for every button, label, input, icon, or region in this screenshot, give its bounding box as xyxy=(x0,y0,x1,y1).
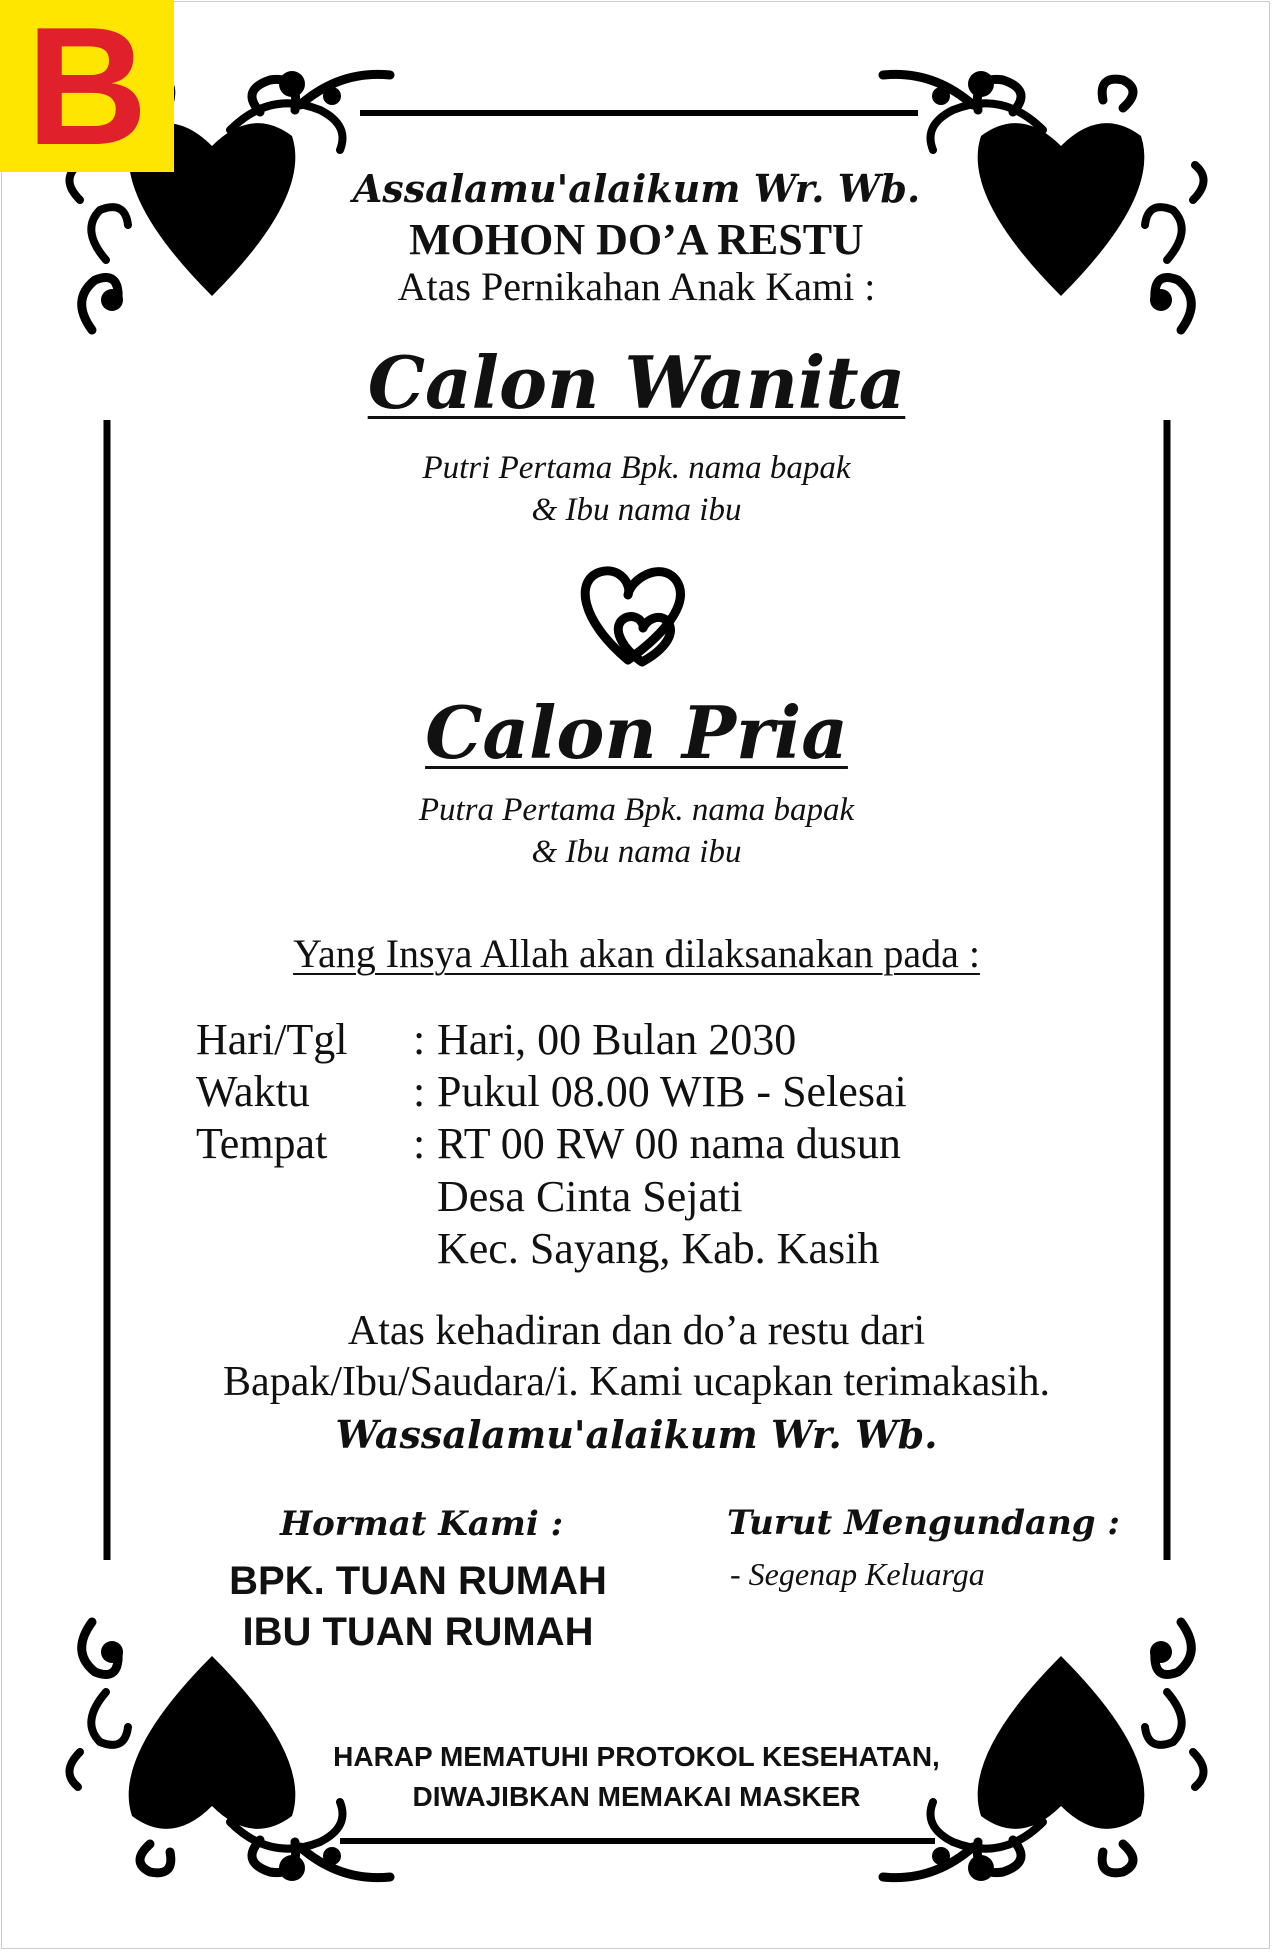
letter-badge: B xyxy=(0,0,174,172)
event-time-label: Waktu xyxy=(196,1067,310,1116)
health-notice-line2: DIWAJIBKAN MEMAKAI MASKER xyxy=(412,1781,861,1812)
groom-parents-line1: Putra Pertama Bpk. nama bapak xyxy=(418,792,855,828)
event-date-label: Hari/Tgl xyxy=(196,1015,348,1064)
bride-parents-line2: & Ibu nama ibu xyxy=(531,492,742,528)
bride-parents-line1: Putri Pertama Bpk. nama bapak xyxy=(422,450,851,486)
invitees-line: - Segenap Keluarga xyxy=(730,1556,985,1592)
invitees-heading: Turut Mengundang : xyxy=(727,1503,1120,1543)
greeting: Assalamu'alaikum Wr. Wb. xyxy=(352,166,921,211)
closing-line2: Bapak/Ibu/Saudara/i. Kami ucapkan terimakasih. xyxy=(223,1359,1050,1405)
event-address-line2: Desa Cinta Sejati xyxy=(437,1172,743,1221)
event-place-value: RT 00 RW 00 nama dusun xyxy=(437,1119,901,1168)
hosts-heading: Hormat Kami : xyxy=(280,1504,564,1544)
host-name-mother: IBU TUAN RUMAH xyxy=(242,1610,594,1654)
event-place-separator: : xyxy=(413,1119,426,1168)
host-name-father: BPK. TUAN RUMAH xyxy=(229,1559,607,1603)
groom-name: Calon Pria xyxy=(425,690,848,775)
event-intro: Yang Insya Allah akan dilaksanakan pada : xyxy=(293,931,980,976)
double-heart-icon xyxy=(585,571,680,662)
event-time-value: Pukul 08.00 WIB - Selesai xyxy=(437,1067,907,1116)
event-date-value: Hari, 00 Bulan 2030 xyxy=(437,1015,797,1064)
bride-name: Calon Wanita xyxy=(367,340,906,425)
event-time-separator: : xyxy=(413,1067,426,1116)
event-place-label: Tempat xyxy=(196,1119,328,1168)
page-title: MOHON DO’A RESTU xyxy=(409,215,864,264)
event-date-separator: : xyxy=(413,1015,426,1064)
subtitle: Atas Pernikahan Anak Kami : xyxy=(397,264,876,309)
event-address-line3: Kec. Sayang, Kab. Kasih xyxy=(437,1224,880,1273)
closing-salam: Wassalamu'alaikum Wr. Wb. xyxy=(335,1412,938,1457)
closing-line1: Atas kehadiran dan do’a restu dari xyxy=(347,1308,926,1354)
groom-parents-line2: & Ibu nama ibu xyxy=(531,834,742,870)
health-notice-line1: HARAP MEMATUHI PROTOKOL KESEHATAN, xyxy=(333,1741,940,1772)
